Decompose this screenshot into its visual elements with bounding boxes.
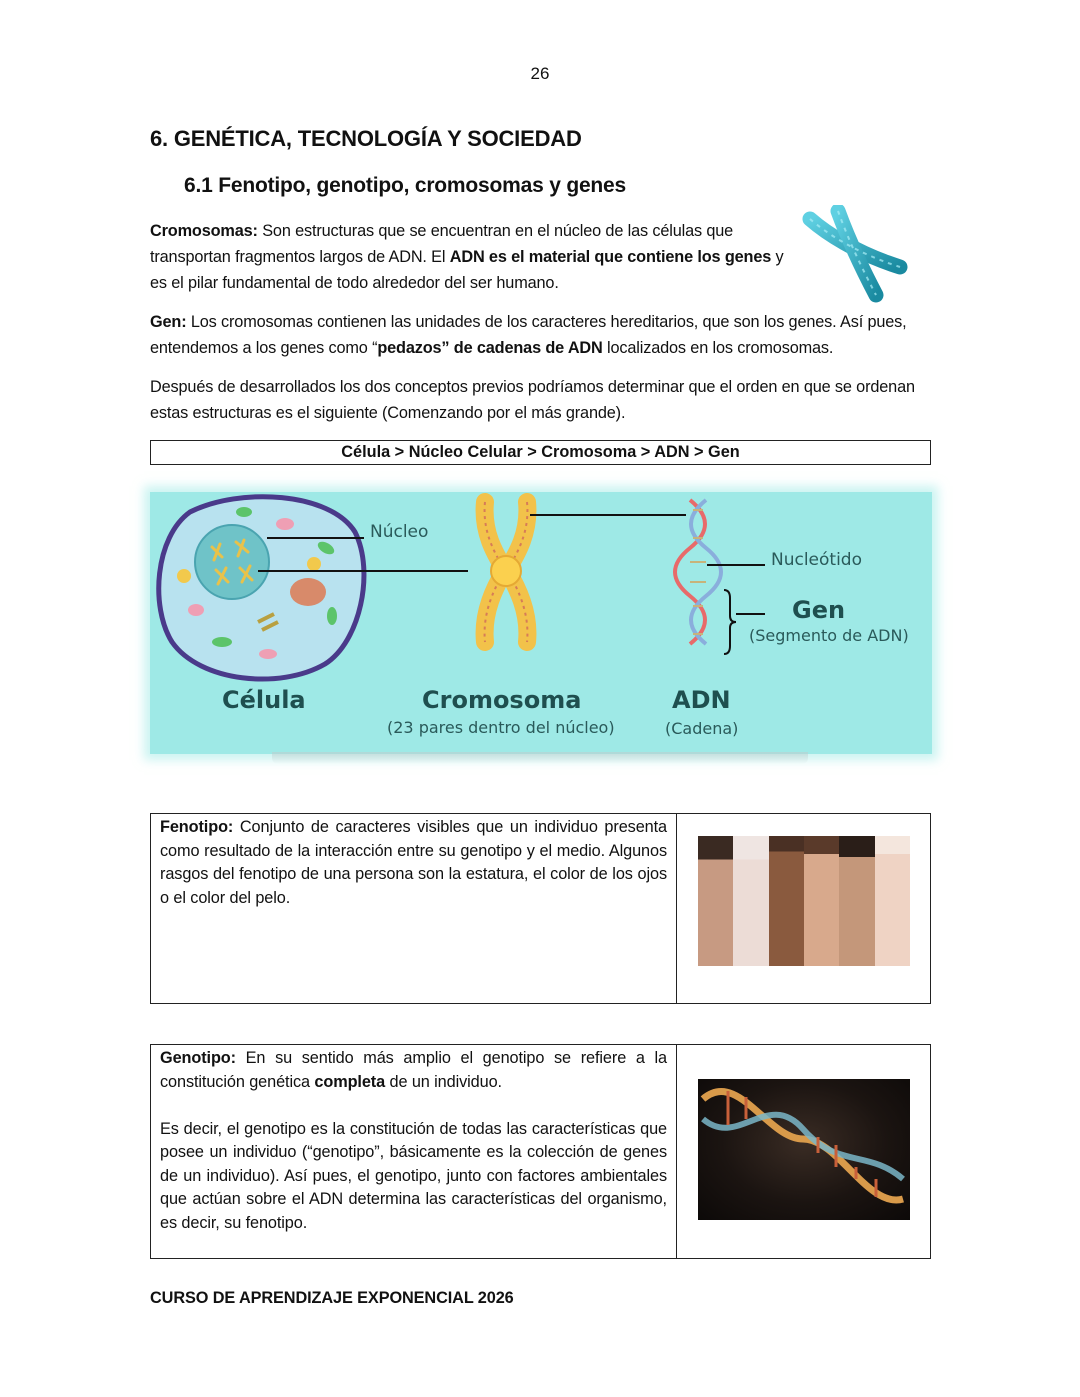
cell-icon xyxy=(159,497,364,679)
face-strip xyxy=(769,836,804,966)
paragraph-gen xyxy=(150,309,940,361)
term-gen: Gen: xyxy=(150,313,187,331)
text: Los cromosomas contienen las unidades de los caracteres hereditarios, que son los genes. Así pues, entendemos a los genes como “ xyxy=(150,313,907,357)
face-strip xyxy=(804,836,839,966)
genotipo-paragraph-2: Es decir, el genotipo es la constitución de todas las características que posee un individuo (“genotipo”, básicamente es la colección de genes de un individuo). Así pues, el genotipo, junto con factores ambientales que actúan sobre el ADN determina las características del organismo, es decir, su fenotipo. xyxy=(160,1119,667,1232)
label-nucleotido: Nucleótido xyxy=(771,550,863,570)
page-number: 26 xyxy=(530,64,550,83)
text: localizados en los cromosomas. xyxy=(602,339,834,357)
diverse-faces-image xyxy=(698,836,910,966)
label-celula: Célula xyxy=(222,686,306,714)
term-genotipo: Genotipo: xyxy=(160,1049,236,1067)
bold-text: completa xyxy=(314,1072,386,1091)
genotipo-paragraph-1 xyxy=(160,1047,667,1094)
dna-helix-icon xyxy=(675,500,721,644)
fenotipo-table xyxy=(150,813,931,1004)
face-strip xyxy=(698,836,733,966)
genotipo-image-cell xyxy=(677,1045,930,1258)
paragraph-cromosomas xyxy=(150,218,790,296)
cell-chromosome-dna-diagram xyxy=(150,492,932,754)
label-cromosoma: Cromosoma xyxy=(422,686,582,714)
text: En su sentido más amplio el genotipo se refiere a la constitución genética xyxy=(160,1049,667,1091)
genotipo-text-cell xyxy=(151,1045,677,1258)
fenotipo-definition: Conjunto de caracteres visibles que un individuo presenta como resultado de la interacción entre su genotipo y el medio. Algunos rasgos del fenotipo de una persona son la estatura, el color de los ojos o el color del pelo. xyxy=(160,818,667,907)
fenotipo-text-cell xyxy=(151,814,677,1003)
genotipo-table xyxy=(150,1044,931,1259)
face-strip xyxy=(875,836,910,966)
chromosome-icon xyxy=(796,205,914,305)
term-cromosomas: Cromosomas: xyxy=(150,222,258,240)
text: y es el pilar fundamental de todo alrededor del ser humano. xyxy=(150,248,784,292)
face-strip xyxy=(839,836,874,966)
text: de un individuo. xyxy=(385,1072,502,1091)
section-subtitle: 6.1 Fenotipo, genotipo, cromosomas y genes xyxy=(184,174,627,197)
label-gen: Gen xyxy=(792,596,846,624)
order-hierarchy-box: Célula > Núcleo Celular > Cromosoma > ADN > Gen xyxy=(150,440,931,465)
paragraph-orden: Después de desarrollados los dos conceptos previos podríamos determinar que el orden en que se ordenan estas estructuras es el siguiente (Comenzando por el más grande). xyxy=(150,378,915,422)
watermark xyxy=(272,752,808,764)
dna-helix-photo xyxy=(698,1079,910,1220)
term-fenotipo: Fenotipo: xyxy=(160,818,234,836)
fenotipo-image-cell xyxy=(677,814,930,1003)
label-adn-sub: (Cadena) xyxy=(665,719,739,738)
bold-text: ADN es el material que contiene los genes xyxy=(449,248,772,266)
dna-helix-icon xyxy=(698,1079,910,1220)
chromosome-x-icon xyxy=(485,502,528,642)
label-segmento: (Segmento de ADN) xyxy=(749,626,909,645)
label-cromosoma-sub: (23 pares dentro del núcleo) xyxy=(387,718,615,737)
face-strip xyxy=(733,836,768,966)
label-nucleo: Núcleo xyxy=(370,522,429,542)
footer-course-title: CURSO DE APRENDIZAJE EXPONENCIAL 2026 xyxy=(150,1289,514,1307)
text: Son estructuras que se encuentran en el núcleo de las células que transportan fragmentos largos de ADN. El xyxy=(150,222,734,266)
bold-text: pedazos” de cadenas de ADN xyxy=(377,339,603,357)
section-title: 6. GENÉTICA, TECNOLOGÍA Y SOCIEDAD xyxy=(150,126,582,151)
label-adn: ADN xyxy=(672,686,731,714)
